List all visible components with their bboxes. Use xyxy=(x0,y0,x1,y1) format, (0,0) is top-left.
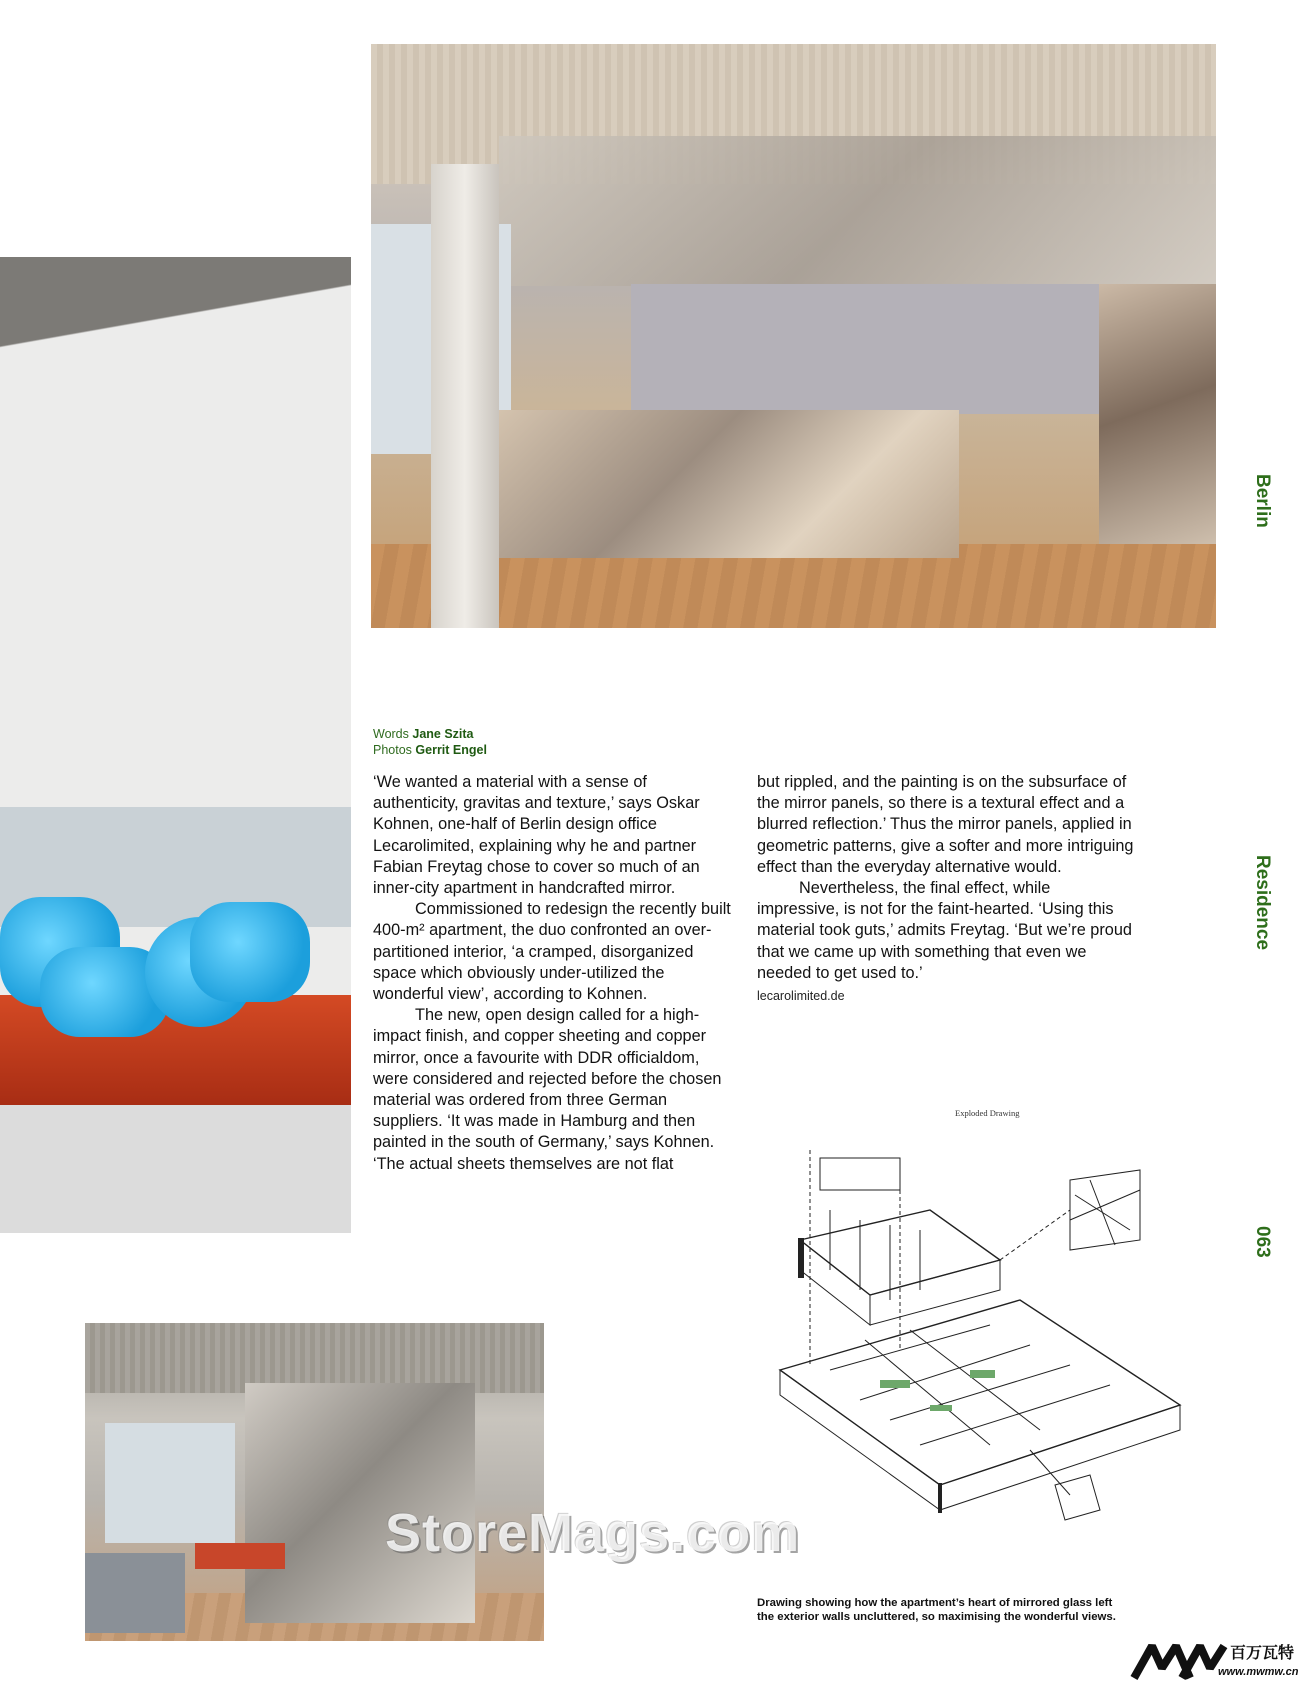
paragraph: The new, open design called for a high-impact finish, and copper sheeting and copper mirror, once a favourite with DDR officialdom, were considered and rejected before the chosen material was ordered from three German suppliers. ‘It was made in Hamburg and then painted in the south of Germany,’ says Kohnen. ‘The actual sheets themselves are not flat xyxy=(373,1006,722,1173)
paragraph: Nevertheless, the final effect, while impressive, is not for the faint-hearted. ‘Using this material took guts,’ admits Freytag. ‘But we’re proud that we came up with something that even we needed to get used to.’ xyxy=(757,879,1132,982)
words-credit: Words Jane Szita xyxy=(373,727,474,741)
drawing-caption: Drawing showing how the apartment’s heart of mirrored glass left the exterior walls uncluttered, so maximising the wonderful views. xyxy=(757,1597,1116,1623)
credits xyxy=(373,726,487,758)
article-column-right xyxy=(757,772,1137,1004)
kitchen-photo xyxy=(371,44,1216,628)
kitchen-wall xyxy=(631,284,1131,414)
sofa-photo xyxy=(0,257,351,1233)
concrete-column xyxy=(431,164,499,628)
running-head-city: Berlin xyxy=(1252,474,1273,528)
paragraph: but rippled, and the painting is on the subsurface of the mirror panels, so there is a textural effect and a blurred reflection.’ Thus the mirror panels, applied in geometric patterns, give a softer and more intriguing effect than the everyday alternative would. xyxy=(757,773,1134,876)
blue-cushion xyxy=(190,902,310,1002)
paragraph: ‘We wanted a material with a sense of authenticity, gravitas and texture,’ says Oskar Kohnen, one-half of Berlin design office Lecarolimited, explaining why he and partner Fabian Freytag chose to cover so much of an inner-city apartment in handcrafted mirror. xyxy=(373,773,700,898)
logo-url: www.mwmw.cn xyxy=(1218,1666,1299,1678)
drawing-title: Exploded Drawing xyxy=(955,1108,1020,1118)
mirrored-base xyxy=(0,1105,351,1233)
words-author: Jane Szita xyxy=(412,727,474,741)
dining-table xyxy=(85,1553,185,1633)
photos-author: Gerrit Engel xyxy=(415,743,487,757)
window xyxy=(105,1423,235,1543)
paragraph: Commissioned to redesign the recently built 400-m² apartment, the duo confronted an over-partitioned interior, ‘a cramped, disorganized space which obviously under-utilized the wonderful view’, according to Kohnen. xyxy=(373,900,731,1004)
watermark: StoreMags.com xyxy=(385,1503,801,1563)
page-number: 063 xyxy=(1252,1226,1273,1258)
logo-chinese-text: 百万瓦特 xyxy=(1230,1645,1295,1662)
mirrored-ceiling-panel xyxy=(499,136,1216,286)
red-sofa xyxy=(195,1543,285,1569)
exploded-drawing xyxy=(770,1150,1200,1530)
website-link[interactable]: lecarolimited.de xyxy=(757,989,845,1004)
running-head-section: Residence xyxy=(1252,855,1273,951)
article-column-left xyxy=(373,772,735,1175)
ceiling xyxy=(0,257,351,357)
living-room-photo xyxy=(85,1323,544,1641)
photos-credit: Photos Gerrit Engel xyxy=(373,743,487,757)
mirrored-wall xyxy=(1099,284,1216,560)
mirrored-kitchen-island xyxy=(499,410,959,558)
